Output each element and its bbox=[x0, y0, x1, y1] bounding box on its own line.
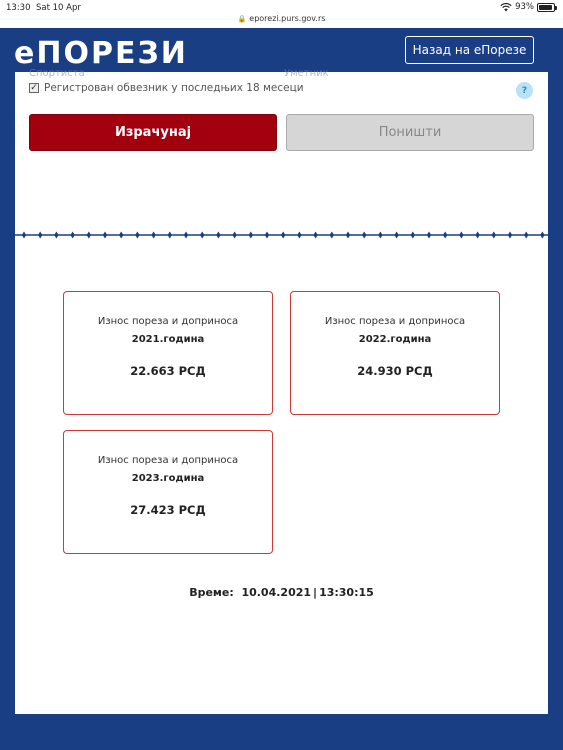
result-label: Износ пореза и доприноса bbox=[324, 316, 466, 327]
registered-taxpayer-checkbox[interactable]: ✓ bbox=[30, 83, 38, 93]
result-label: Износ пореза и доприноса bbox=[97, 316, 239, 327]
timestamp-label: Време: bbox=[189, 586, 234, 599]
result-amount: 24.930 РСД bbox=[357, 364, 433, 378]
calculation-timestamp bbox=[15, 586, 548, 599]
help-icon[interactable]: ? bbox=[516, 82, 533, 99]
url-text: eporezi.purs.gov.rs bbox=[249, 14, 326, 23]
status-date: Sat 10 Apr bbox=[36, 3, 81, 13]
result-card-2023 bbox=[63, 430, 273, 554]
status-right bbox=[500, 2, 555, 12]
registered-taxpayer-option[interactable] bbox=[29, 82, 304, 94]
status-bar bbox=[0, 0, 563, 28]
calculator-panel bbox=[15, 68, 548, 714]
battery-icon bbox=[537, 3, 555, 12]
result-year: 2023.година bbox=[131, 473, 205, 484]
wifi-icon bbox=[500, 3, 512, 12]
registered-taxpayer-label: Регистрован обвезник у последњих 18 месеци bbox=[44, 82, 304, 94]
back-to-eporezi-button[interactable]: Назад на еПорезе bbox=[405, 36, 534, 64]
result-card-2022 bbox=[290, 291, 500, 415]
decorative-divider bbox=[0, 231, 563, 239]
result-card-2021 bbox=[63, 291, 273, 415]
reset-button[interactable]: Поништи bbox=[286, 114, 534, 151]
timestamp-date: 10.04.2021 bbox=[241, 586, 312, 599]
timestamp-separator: | bbox=[313, 586, 318, 599]
cut-off-options bbox=[29, 68, 329, 79]
timestamp-time: 13:30:15 bbox=[319, 586, 374, 599]
calculate-button[interactable]: Израчунај bbox=[29, 114, 277, 151]
result-year: 2021.година bbox=[131, 334, 205, 345]
eporezi-logo[interactable]: еПОРЕЗИ bbox=[14, 36, 188, 71]
lock-icon: 🔒 bbox=[237, 15, 247, 23]
address-bar[interactable] bbox=[0, 14, 563, 23]
result-year: 2022.година bbox=[358, 334, 432, 345]
battery-percent: 93% bbox=[515, 2, 534, 12]
status-time: 13:30 bbox=[6, 3, 31, 13]
cut-option-left: Спортиста bbox=[29, 68, 85, 79]
result-amount: 27.423 РСД bbox=[130, 503, 206, 517]
cut-option-right: Уметник bbox=[284, 68, 329, 79]
result-amount: 22.663 РСД bbox=[130, 364, 206, 378]
result-label: Износ пореза и доприноса bbox=[97, 455, 239, 466]
site-header bbox=[0, 28, 563, 72]
